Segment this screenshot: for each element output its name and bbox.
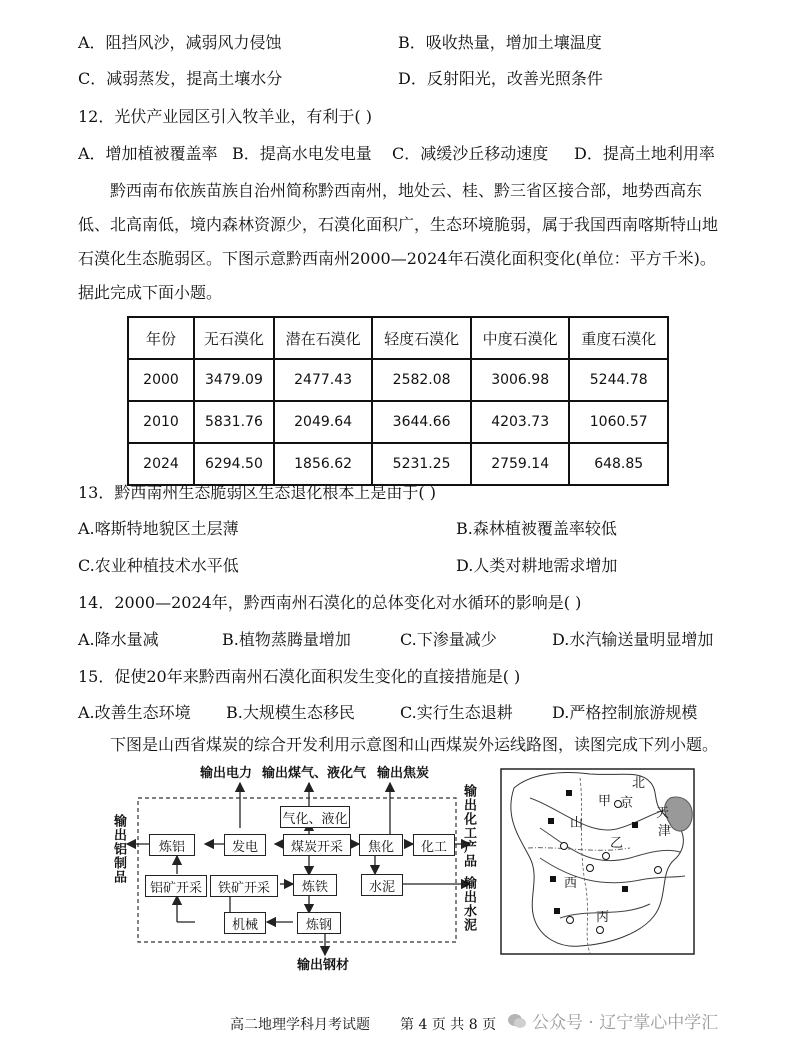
q11-option-b: B．吸收热量，增加土壤温度 [398,33,602,52]
table-header-row [128,317,668,359]
q12-stem: 12．光伏产业园区引入牧羊业，有利于( ) [78,107,372,126]
output-gas-label: 输出煤气、液化气 [262,766,367,781]
table-row [128,359,668,401]
table-cell: 2582.08 [372,359,471,401]
shanxi-transport-map [500,768,696,956]
table-cell: 4203.73 [471,401,570,443]
table-cell: 5231.25 [372,443,471,485]
q15-option-d: D.严格控制旅游规模 [552,703,698,722]
chemical-box: 化工 [413,834,455,856]
map-label-yi: 乙 [610,836,624,851]
table-cell: 6294.50 [194,443,274,485]
footer-page-number: 第 4 页 共 8 页 [400,1017,497,1033]
output-aluminum-label: 输出铝制品 [111,814,126,884]
bauxite-mining-box: 铝矿开采 [145,875,207,897]
q12-option-b: B．提高水电发电量 [232,144,372,163]
q15-option-c: C.实行生态退耕 [400,703,513,722]
table-cell: 1060.57 [569,401,668,443]
map-label-jia: 甲 [598,794,612,809]
q14-option-c: C.下渗量减少 [400,630,497,649]
map-label-jing: 京 [620,796,634,811]
table-cell: 3644.66 [372,401,471,443]
q12-option-c: C．减缓沙丘移动速度 [392,144,549,163]
coking-box: 焦化 [359,834,403,856]
q14-option-b: B.植物蒸腾量增加 [222,630,351,649]
output-cement-label: 输出水泥 [461,876,476,932]
table-cell: 648.85 [569,443,668,485]
table-header: 年份 [128,317,194,359]
watermark-text: 公众号 · 辽宁掌心中学汇 [532,1013,719,1033]
q14-option-d: D.水汽输送量明显增加 [552,630,714,649]
table-cell: 2049.64 [274,401,373,443]
table-cell: 5244.78 [569,359,668,401]
map-label-xi: 西 [564,876,578,891]
table-cell: 2010 [128,401,194,443]
q14-option-a: A.降水量减 [78,630,159,649]
q13-option-c: C.农业种植技术水平低 [78,556,239,575]
output-coke-label: 输出焦炭 [377,766,430,781]
watermark [508,1008,718,1033]
q13-option-a: A.喀斯特地貌区土层薄 [78,519,239,538]
table-header: 中度石漠化 [471,317,570,359]
wechat-icon [508,1013,526,1029]
table-header: 潜在石漠化 [274,317,373,359]
aluminum-smelting-box: 炼铝 [149,834,195,856]
table-cell: 3006.98 [471,359,570,401]
output-power-label: 输出电力 [200,766,253,781]
output-chemical-label: 输出化工产品 [461,784,476,868]
iron-ore-mining-box: 铁矿开采 [210,875,278,897]
q11-option-a: A．阻挡风沙，减弱风力侵蚀 [78,33,282,52]
table-header: 重度石漠化 [569,317,668,359]
table-cell: 1856.62 [274,443,373,485]
machinery-box: 机械 [224,912,266,934]
table-cell: 2477.43 [274,359,373,401]
footer-exam-title: 高二地理学科月考试题 [230,1017,370,1033]
q11-option-c: C．减弱蒸发，提高土壤水分 [78,69,283,88]
table-cell: 5831.76 [194,401,274,443]
q12-option-d: D．提高土地利用率 [574,144,715,163]
passage-shanxi-coal: 下图是山西省煤炭的综合开发利用示意图和山西煤炭外运线路图，读图完成下列小题。 [110,735,719,754]
table-cell: 2000 [128,359,194,401]
desertification-table [127,316,669,486]
map-label-bing: 丙 [596,910,610,925]
q13-option-b: B.森林植被覆盖率较低 [456,519,617,538]
table-row [128,401,668,443]
q14-stem: 14．2000—2024年，黔西南州石漠化的总体变化对水循环的影响是( ) [78,593,582,612]
power-generation-box: 发电 [224,834,266,856]
map-label-shan: 山 [570,816,584,831]
q15-option-b: B.大规模生态移民 [226,703,355,722]
map-label-jin: 津 [658,824,672,839]
q15-stem: 15．促使20年来黔西南州石漠化面积发生变化的直接措施是( ) [78,667,521,686]
output-steel-label: 输出钢材 [297,958,350,973]
steelmaking-box: 炼钢 [297,912,341,934]
q15-option-a: A.改善生态环境 [78,703,191,722]
ironmaking-box: 炼铁 [293,874,337,896]
table-cell: 3479.09 [194,359,274,401]
map-label-bei: 北 [632,776,646,791]
table-row [128,443,668,485]
q11-option-d: D．反射阳光，改善光照条件 [398,69,603,88]
q12-option-a: A．增加植被覆盖率 [78,144,218,163]
table-header: 无石漠化 [194,317,274,359]
passage-karst: 黔西南布依族苗族自治州简称黔西南州，地处云、桂、黔三省区接合部，地势西高东低、北高南低，境内森林资源少，石漠化面积广，生态环境脆弱，属于我国西南喀斯特山地石漠化生态脆弱区。下图示意黔西南州2000—2024年石漠化面积变化(单位：平方千米)。据此完成下面小题。 [78,181,719,302]
flow-arrows [105,760,475,970]
map-label-tian: 天 [656,806,670,821]
cement-box: 水泥 [361,874,403,896]
coal-mining-box: 煤炭开采 [283,834,351,856]
q13-option-d: D.人类对耕地需求增加 [456,556,618,575]
gasification-box: 气化、液化 [280,806,350,828]
table-cell: 2759.14 [471,443,570,485]
table-header: 轻度石漠化 [372,317,471,359]
table-cell: 2024 [128,443,194,485]
q13-stem: 13．黔西南州生态脆弱区生态退化根本上是由于( ) [78,483,436,502]
coal-utilization-diagram [105,760,476,973]
